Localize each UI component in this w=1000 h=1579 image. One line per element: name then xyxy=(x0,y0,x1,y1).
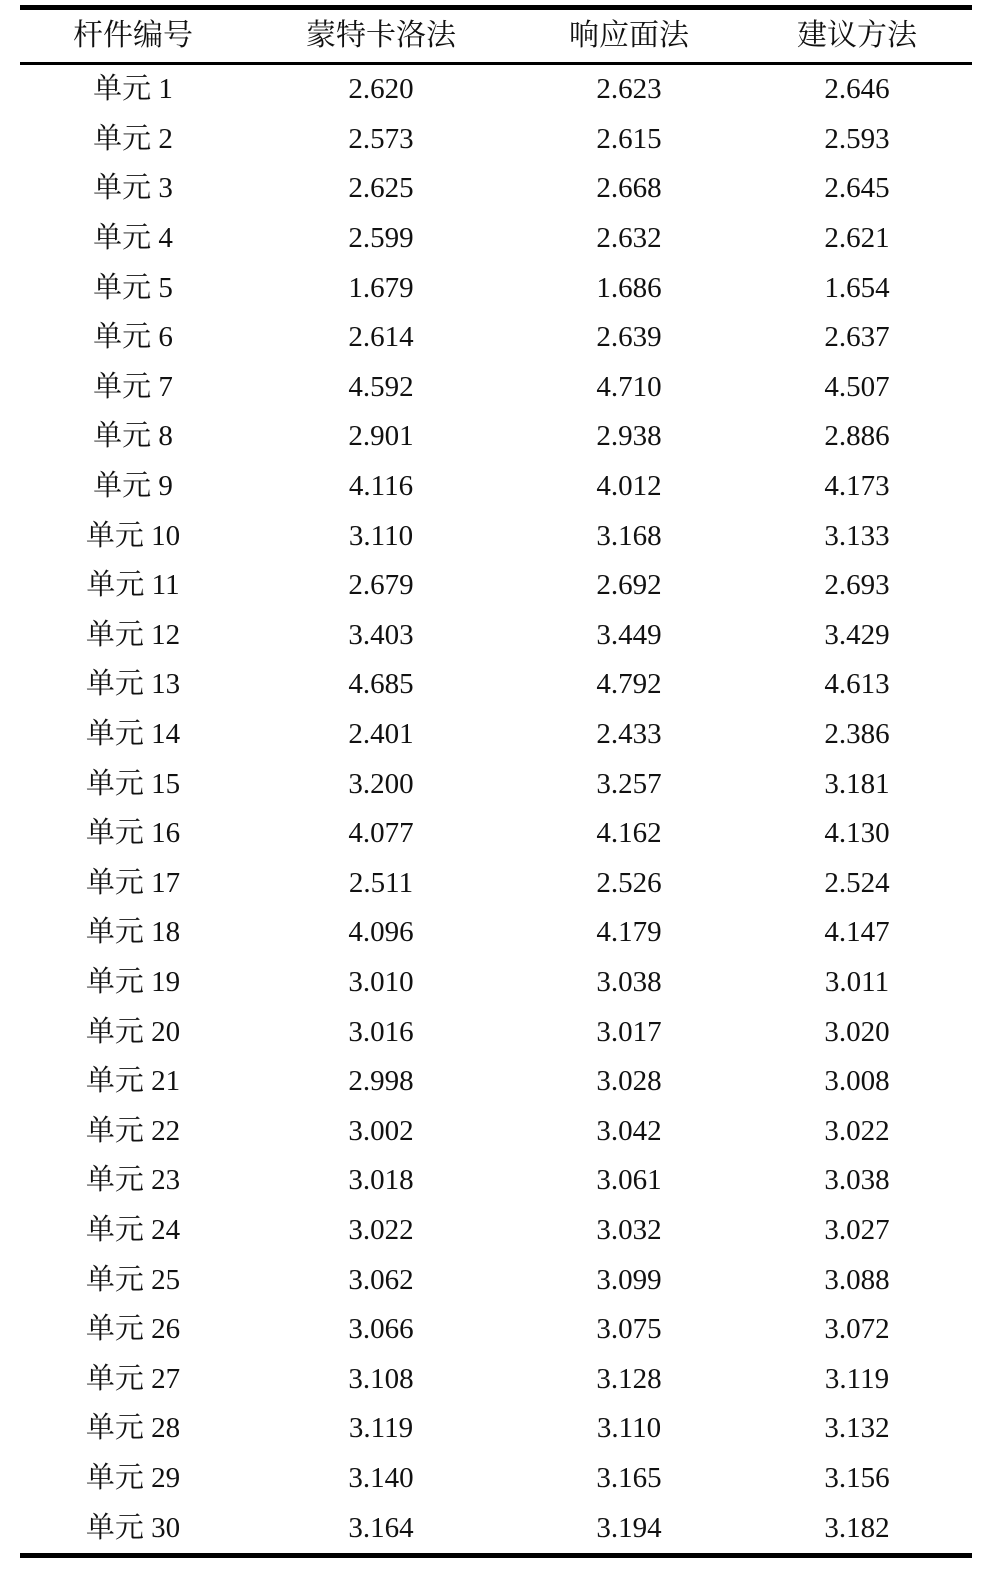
row-proposed-method: 4.147 xyxy=(824,916,890,949)
row-proposed-method: 3.038 xyxy=(824,1164,890,1197)
row-monte-carlo: 3.066 xyxy=(348,1313,414,1346)
row-proposed-method: 3.181 xyxy=(824,767,890,800)
table-row xyxy=(20,611,972,661)
row-response-surface: 4.162 xyxy=(596,817,662,850)
row-response-surface: 3.110 xyxy=(596,1412,662,1445)
table-row xyxy=(20,1156,972,1206)
row-monte-carlo: 4.096 xyxy=(348,916,414,949)
row-member-id: 单元 22 xyxy=(85,1114,181,1147)
header-member-id: 杆件编号 xyxy=(73,19,193,52)
row-response-surface: 2.938 xyxy=(596,420,662,453)
table-row xyxy=(20,1305,972,1355)
row-proposed-method: 4.173 xyxy=(824,470,890,503)
row-response-surface: 4.179 xyxy=(596,916,662,949)
row-monte-carlo: 4.077 xyxy=(348,817,414,850)
row-proposed-method: 3.156 xyxy=(824,1461,890,1494)
row-member-id: 单元 11 xyxy=(86,569,180,602)
row-proposed-method: 3.022 xyxy=(824,1114,890,1147)
row-proposed-method: 2.593 xyxy=(824,122,890,155)
row-proposed-method: 4.613 xyxy=(824,668,890,701)
row-proposed-method: 2.621 xyxy=(824,222,890,255)
row-response-surface: 4.792 xyxy=(596,668,662,701)
row-member-id: 单元 5 xyxy=(93,271,173,304)
row-proposed-method: 3.132 xyxy=(824,1412,890,1445)
row-response-surface: 3.042 xyxy=(596,1114,662,1147)
row-response-surface: 3.099 xyxy=(596,1263,662,1296)
row-response-surface: 3.257 xyxy=(596,767,662,800)
row-monte-carlo: 4.685 xyxy=(348,668,414,701)
row-member-id: 单元 14 xyxy=(85,718,181,751)
row-response-surface: 4.012 xyxy=(596,470,662,503)
row-proposed-method: 2.886 xyxy=(824,420,890,453)
table-row xyxy=(20,1354,972,1404)
row-response-surface: 3.028 xyxy=(596,1065,662,1098)
row-member-id: 单元 12 xyxy=(85,618,181,651)
row-member-id: 单元 26 xyxy=(85,1313,181,1346)
row-monte-carlo: 3.016 xyxy=(348,1015,414,1048)
row-response-surface: 2.632 xyxy=(596,222,662,255)
row-monte-carlo: 2.401 xyxy=(348,718,414,751)
row-proposed-method: 3.088 xyxy=(824,1263,890,1296)
row-monte-carlo: 3.010 xyxy=(348,965,414,998)
row-monte-carlo: 2.614 xyxy=(348,321,414,354)
row-member-id: 单元 17 xyxy=(85,866,181,899)
row-proposed-method: 3.429 xyxy=(824,618,890,651)
row-monte-carlo: 3.062 xyxy=(348,1263,414,1296)
row-monte-carlo: 3.108 xyxy=(348,1362,414,1395)
table-row xyxy=(20,908,972,958)
data-table xyxy=(20,5,972,1558)
row-monte-carlo: 3.164 xyxy=(348,1511,414,1544)
table-row xyxy=(20,313,972,363)
row-member-id: 单元 18 xyxy=(85,916,181,949)
table-row xyxy=(20,65,972,115)
row-proposed-method: 3.182 xyxy=(824,1511,890,1544)
row-monte-carlo: 3.018 xyxy=(348,1164,414,1197)
row-response-surface: 3.194 xyxy=(596,1511,662,1544)
table-row xyxy=(20,412,972,462)
row-response-surface: 4.710 xyxy=(596,370,662,403)
table-row xyxy=(20,263,972,313)
row-proposed-method: 2.386 xyxy=(824,718,890,751)
row-monte-carlo: 2.620 xyxy=(348,73,414,106)
row-response-surface: 3.168 xyxy=(596,519,662,552)
row-monte-carlo: 2.901 xyxy=(348,420,414,453)
table-row xyxy=(20,1404,972,1454)
row-proposed-method: 3.072 xyxy=(824,1313,890,1346)
row-member-id: 单元 7 xyxy=(93,370,173,403)
row-response-surface: 2.623 xyxy=(596,73,662,106)
row-proposed-method: 1.654 xyxy=(824,271,890,304)
row-response-surface: 3.061 xyxy=(596,1164,662,1197)
row-response-surface: 3.128 xyxy=(596,1362,662,1395)
table-body xyxy=(20,65,972,1553)
table-row xyxy=(20,1255,972,1305)
row-monte-carlo: 2.998 xyxy=(348,1065,414,1098)
table-row xyxy=(20,958,972,1008)
row-member-id: 单元 6 xyxy=(93,321,173,354)
row-monte-carlo: 3.110 xyxy=(348,519,414,552)
row-proposed-method: 4.130 xyxy=(824,817,890,850)
row-monte-carlo: 2.625 xyxy=(348,172,414,205)
table-row xyxy=(20,363,972,413)
table-row xyxy=(20,164,972,214)
row-monte-carlo: 1.679 xyxy=(348,271,414,304)
header-response-surface: 响应面法 xyxy=(569,19,689,52)
row-proposed-method: 3.020 xyxy=(824,1015,890,1048)
table-row xyxy=(20,859,972,909)
row-proposed-method: 3.008 xyxy=(824,1065,890,1098)
row-response-surface: 3.032 xyxy=(596,1213,662,1246)
table-row xyxy=(20,1106,972,1156)
row-member-id: 单元 4 xyxy=(93,222,173,255)
row-member-id: 单元 8 xyxy=(93,420,173,453)
row-monte-carlo: 3.200 xyxy=(348,767,414,800)
row-monte-carlo: 2.679 xyxy=(348,569,414,602)
row-member-id: 单元 3 xyxy=(93,172,173,205)
row-response-surface: 3.449 xyxy=(596,618,662,651)
row-proposed-method: 2.524 xyxy=(824,866,890,899)
row-response-surface: 3.075 xyxy=(596,1313,662,1346)
row-response-surface: 2.692 xyxy=(596,569,662,602)
table-row xyxy=(20,809,972,859)
row-monte-carlo: 3.002 xyxy=(348,1114,414,1147)
row-member-id: 单元 29 xyxy=(85,1461,181,1494)
row-member-id: 单元 9 xyxy=(93,470,173,503)
row-response-surface: 2.526 xyxy=(596,866,662,899)
table-row xyxy=(20,1503,972,1553)
table-row xyxy=(20,561,972,611)
row-monte-carlo: 3.022 xyxy=(348,1213,414,1246)
table-bottom-rule xyxy=(20,1553,972,1558)
row-member-id: 单元 16 xyxy=(85,817,181,850)
row-proposed-method: 2.645 xyxy=(824,172,890,205)
row-response-surface: 3.038 xyxy=(596,965,662,998)
table-header-row xyxy=(20,10,972,62)
table-row xyxy=(20,759,972,809)
row-member-id: 单元 2 xyxy=(93,122,173,155)
table-row xyxy=(20,214,972,264)
row-proposed-method: 2.693 xyxy=(824,569,890,602)
row-member-id: 单元 23 xyxy=(85,1164,181,1197)
row-monte-carlo: 3.119 xyxy=(348,1412,414,1445)
table-row xyxy=(20,1007,972,1057)
row-monte-carlo: 2.599 xyxy=(348,222,414,255)
row-member-id: 单元 30 xyxy=(85,1511,181,1544)
row-member-id: 单元 10 xyxy=(85,519,181,552)
table-row xyxy=(20,462,972,512)
row-monte-carlo: 3.403 xyxy=(348,618,414,651)
row-proposed-method: 3.133 xyxy=(824,519,890,552)
row-response-surface: 2.639 xyxy=(596,321,662,354)
row-proposed-method: 2.637 xyxy=(824,321,890,354)
row-response-surface: 2.433 xyxy=(596,718,662,751)
row-member-id: 单元 24 xyxy=(85,1213,181,1246)
row-member-id: 单元 15 xyxy=(85,767,181,800)
table-row xyxy=(20,511,972,561)
row-response-surface: 1.686 xyxy=(596,271,662,304)
header-proposed-method: 建议方法 xyxy=(797,19,917,52)
table-row xyxy=(20,1206,972,1256)
row-proposed-method: 4.507 xyxy=(824,370,890,403)
row-response-surface: 2.615 xyxy=(596,122,662,155)
row-monte-carlo: 4.116 xyxy=(348,470,414,503)
row-monte-carlo: 4.592 xyxy=(348,370,414,403)
table-row xyxy=(20,660,972,710)
row-monte-carlo: 2.573 xyxy=(348,122,414,155)
table-row xyxy=(20,710,972,760)
row-proposed-method: 3.119 xyxy=(824,1362,890,1395)
table-row xyxy=(20,1454,972,1504)
row-proposed-method: 3.011 xyxy=(824,965,890,998)
row-member-id: 单元 19 xyxy=(85,965,181,998)
row-proposed-method: 3.027 xyxy=(824,1213,890,1246)
row-member-id: 单元 28 xyxy=(85,1412,181,1445)
table-row xyxy=(20,115,972,165)
row-response-surface: 3.017 xyxy=(596,1015,662,1048)
row-member-id: 单元 13 xyxy=(85,668,181,701)
row-response-surface: 2.668 xyxy=(596,172,662,205)
row-monte-carlo: 3.140 xyxy=(348,1461,414,1494)
row-member-id: 单元 21 xyxy=(85,1065,181,1098)
row-proposed-method: 2.646 xyxy=(824,73,890,106)
header-monte-carlo: 蒙特卡洛法 xyxy=(306,19,456,52)
row-monte-carlo: 2.511 xyxy=(348,866,414,899)
table-row xyxy=(20,1057,972,1107)
row-member-id: 单元 25 xyxy=(85,1263,181,1296)
row-member-id: 单元 27 xyxy=(85,1362,181,1395)
row-response-surface: 3.165 xyxy=(596,1461,662,1494)
row-member-id: 单元 1 xyxy=(93,73,173,106)
row-member-id: 单元 20 xyxy=(85,1015,181,1048)
